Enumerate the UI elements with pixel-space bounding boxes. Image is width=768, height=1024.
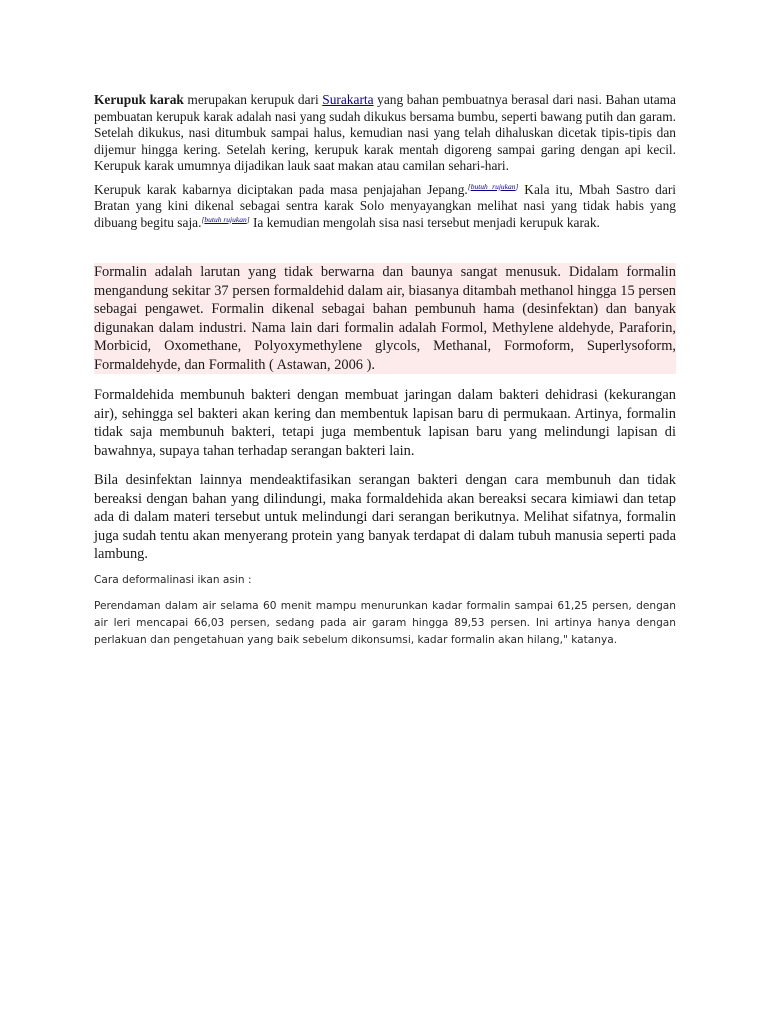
paragraph-kerupuk-karak-intro: Kerupuk karak merupakan kerupuk dari Surakarta yang bahan pembuatnya berasal dari nasi. Bahan utama pembuatan kerupuk karak adalah nasi yang sudah dikukus bersama bumbu, seperti bawang putih dan garam. Setelah dikukus, nasi ditumbuk sampai halus, kemudian nasi yang telah dihaluskan dicetak tipis-tipis dan dijemur hingga kering. Setelah kering, kerupuk karak mentah digoreng sampai garing dengan api kecil. Kerupuk karak umumnya dijadikan lauk saat makan atau camilan sehari-hari. (94, 92, 676, 173)
paragraph-formaldehida-bakteri: Formaldehida membunuh bakteri dengan membuat jaringan dalam bakteri dehidrasi (kekurangan air), sehingga sel bakteri akan kering dan membentuk lapisan baru di permukaan. Artinya, formalin tidak saja membunuh bakteri, tetapi juga membentuk lapisan baru yang melindungi lapisan di bawahnya, supaya tahan terhadap serangan bakteri lain. (94, 387, 676, 459)
citation-needed-1: [butuh rujukan] (467, 181, 519, 191)
paragraph-formalin-definition: Formalin adalah larutan yang tidak berwarna dan baunya sangat menusuk. Didalam formalin mengandung sekitar 37 persen formaldehid dalam air, biasanya ditambah methanol hingga 15 persen sebagai pengawet. Formalin dikenal sebagai bahan pembunuh hama (desinfektan) dan banyak digunakan dalam industri. Nama lain dari formalin adalah Formol, Methylene aldehyde, Paraforin, Morbicid, Oxomethane, Polyoxymethylene glycols, Methanal, Formoform, Superlysoform, Formaldehyde, dan Formalith ( Astawan, 2006 ). (94, 264, 676, 373)
paragraph-kerupuk-karak-history: Kerupuk karak kabarnya diciptakan pada masa penjajahan Jepang.[butuh rujukan] Kala itu, Mbah Sastro dari Bratan yang kini dikenal sebagai sentra karak Solo menyayangkan melihat nasi yang tidak habis yang dibuang begitu saja.[butuh rujukan] Ia kemudian mengolah sisa nasi tersebut menjadi kerupuk karak. (94, 181, 677, 230)
term-kerupuk-karak: Kerupuk karak (94, 92, 184, 107)
heading-cara-deformalinasi: Cara deformalinasi ikan asin : (94, 573, 252, 586)
citation-needed-link-2[interactable]: butuh rujukan (204, 214, 247, 224)
document-body (94, 92, 676, 649)
paragraph-perendaman: Perendaman dalam air selama 60 menit mampu menurunkan kadar formalin sampai 61,25 persen, dengan air leri mencapai 66,03 persen, sedang pada air garam hingga 89,53 persen. Ini artinya hanya dengan perlakuan dan pengetahuan yang baik sebelum dikonsumsi, kadar formalin akan hilang," katanya. (94, 599, 676, 646)
citation-needed-2: [butuh rujukan] (201, 214, 250, 224)
paragraph-desinfektan: Bila desinfektan lainnya mendeaktifasikan serangan bakteri dengan cara membunuh dan tidak bereaksi dengan bahan yang dilindungi, maka formaldehida akan bereaksi secara kimiawi dan tetap ada di dalam materi tersebut untuk melindungi dari serangan berikutnya. Melihat sifatnya, formalin juga sudah tentu akan menyerang protein yang banyak terdapat di dalam tubuh manusia seperti pada lambung. (94, 472, 676, 562)
link-surakarta[interactable]: Surakarta (322, 92, 374, 107)
citation-needed-link-1[interactable]: butuh rujukan (470, 181, 516, 191)
